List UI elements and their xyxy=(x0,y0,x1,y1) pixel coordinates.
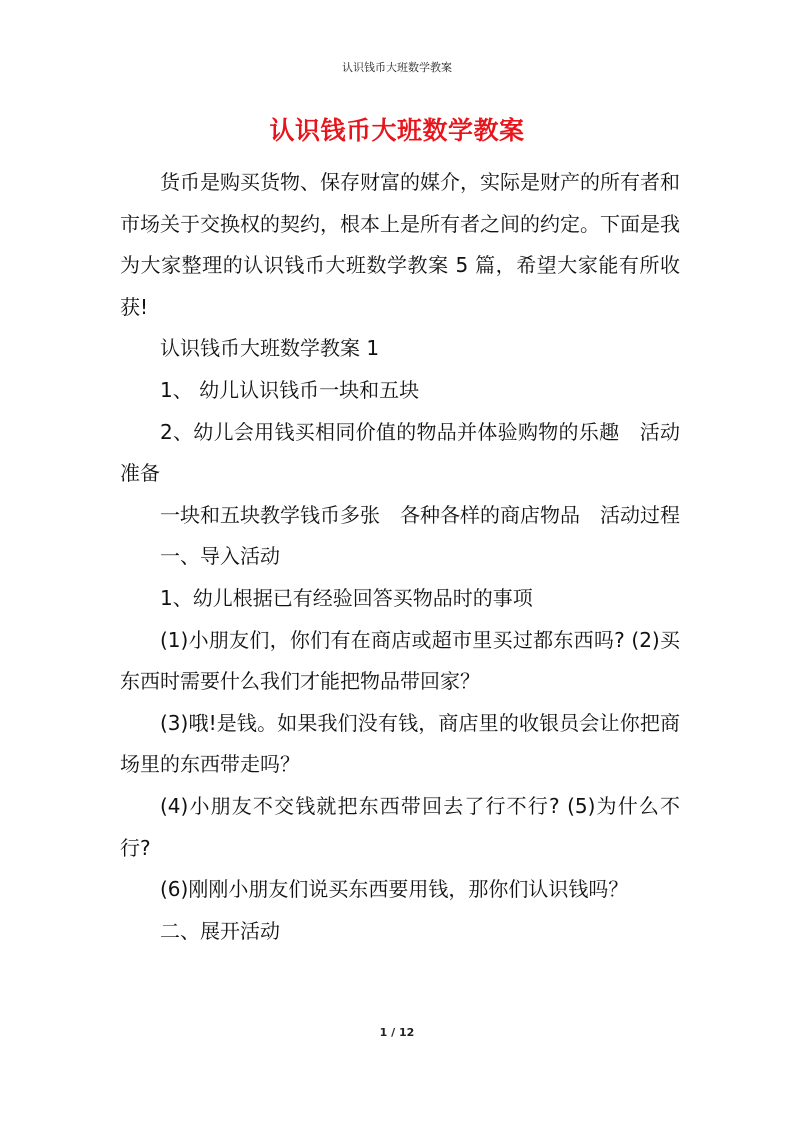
question-paragraph-3: (3)哦!是钱。如果我们没有钱，商店里的收银员会让你把商场里的东西带走吗？ xyxy=(120,710,680,777)
page-number: 1 / 12 xyxy=(379,1026,415,1039)
document-title: 认识钱币大班数学教案 xyxy=(269,116,525,145)
goal-item-2: 2、幼儿会用钱买相同价值的物品并体验购物的乐趣 活动准备 xyxy=(120,419,680,486)
materials-paragraph: 一块和五块教学钱币多张 各种各样的商店物品 活动过程 xyxy=(160,502,680,527)
running-header: 认识钱币大班数学教案 xyxy=(342,61,452,74)
question-paragraph-6: (6)刚刚小朋友们说买东西要用钱，那你们认识钱吗？ xyxy=(160,877,629,902)
question-paragraph-1: (1)小朋友们，你们有在商店或超市里买过都东西吗? (2)买东西时需要什么我们才能把物品带回家？ xyxy=(120,627,680,694)
section-heading-intro: 一、导入活动 xyxy=(160,544,280,569)
goal-item-1: 1、 幼儿认识钱币一块和五块 xyxy=(160,377,420,402)
section-heading-activity: 二、展开活动 xyxy=(160,918,280,943)
document-body xyxy=(120,162,680,952)
step-item-1: 1、幼儿根据已有经验回答买物品时的事项 xyxy=(160,585,533,610)
question-paragraph-4: (4)小朋友不交钱就把东西带回去了行不行? (5)为什么不行? xyxy=(120,793,680,860)
intro-paragraph: 货币是购买货物、保存财富的媒介，实际是财产的所有者和市场关于交换权的契约，根本上是所有者之间的约定。下面是我为大家整理的认识钱币大班数学教案 5 篇，希望大家能有所收获! xyxy=(120,170,680,319)
lesson-heading: 认识钱币大班数学教案 1 xyxy=(160,336,380,361)
